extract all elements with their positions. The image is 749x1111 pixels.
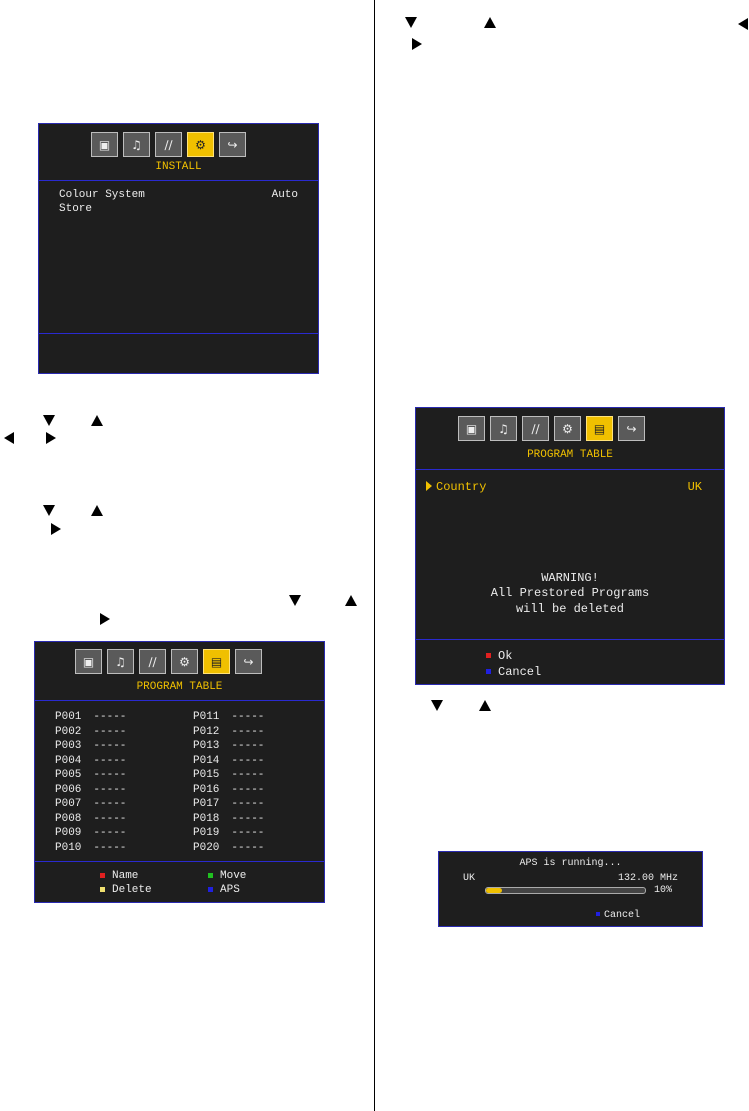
program-name: ----- [93, 740, 127, 752]
up-arrow-icon [91, 505, 103, 516]
cancel-button[interactable]: Cancel [486, 665, 541, 679]
down-arrow-icon [43, 415, 55, 426]
colour-system-label[interactable]: Colour System [59, 189, 145, 201]
program-number: P012 [193, 725, 220, 738]
progress-bar [485, 887, 646, 894]
down-arrow-icon [43, 505, 55, 516]
install-icon[interactable]: ⚙ [187, 132, 214, 157]
sound-icon[interactable]: ♫ [490, 416, 517, 441]
program-row[interactable] [55, 740, 126, 755]
program-name: ----- [231, 812, 265, 825]
program-row[interactable] [193, 726, 264, 741]
program-name: ----- [231, 711, 265, 723]
program-list-left [55, 711, 126, 856]
delete-button[interactable]: Delete [100, 884, 152, 896]
program-row[interactable] [55, 842, 126, 857]
menu-title: INSTALL [155, 161, 202, 173]
program-row[interactable] [193, 827, 264, 842]
progress-fill [486, 888, 502, 893]
program-name: ----- [93, 827, 127, 839]
progress-text: 10% [653, 885, 672, 896]
program-name: ----- [93, 798, 127, 810]
program-row[interactable] [55, 827, 126, 842]
program-row[interactable] [193, 769, 264, 784]
feature-icon[interactable]: ∕∕ [155, 132, 182, 157]
program-row[interactable] [55, 726, 126, 741]
country-item[interactable]: Country [426, 480, 486, 494]
left-arrow-icon [4, 432, 14, 444]
program-row[interactable] [55, 813, 126, 828]
program-number: P007 [55, 798, 82, 810]
blue-key-icon [596, 912, 600, 916]
program-table-icon[interactable]: ▤ [586, 416, 613, 441]
picture-icon[interactable]: ▣ [91, 132, 118, 157]
program-row[interactable] [193, 842, 264, 857]
program-name: ----- [231, 754, 265, 767]
program-number: P008 [55, 812, 82, 825]
divider [35, 861, 324, 862]
red-key-icon [486, 653, 491, 658]
program-name: ----- [231, 827, 265, 839]
program-list-right [193, 711, 264, 856]
red-key-icon [100, 873, 105, 878]
program-number: P011 [193, 711, 220, 723]
install-menu [38, 123, 319, 374]
divider [39, 333, 318, 334]
frequency-value: 132.00 MHz [617, 873, 678, 884]
program-name: ----- [231, 740, 265, 752]
down-arrow-icon [289, 595, 301, 606]
left-arrow-icon [738, 18, 748, 30]
program-number: P014 [193, 754, 220, 767]
country-value[interactable]: UK [687, 480, 702, 494]
program-number: P005 [55, 769, 82, 781]
green-key-icon [208, 873, 213, 878]
program-number: P003 [55, 740, 82, 752]
program-row[interactable] [55, 769, 126, 784]
program-row[interactable] [55, 755, 126, 770]
blue-key-icon [208, 887, 213, 892]
warning-title: WARNING! [541, 571, 599, 585]
warning-line-2: will be deleted [515, 602, 625, 616]
program-name: ----- [231, 725, 265, 738]
program-table-icon[interactable]: ▤ [203, 649, 230, 674]
divider [416, 469, 724, 470]
blue-key-icon [486, 669, 491, 674]
program-name: ----- [93, 754, 127, 767]
program-number: P004 [55, 754, 82, 767]
program-name: ----- [93, 812, 127, 825]
source-icon[interactable]: ↪ [618, 416, 645, 441]
feature-icon[interactable]: ∕∕ [139, 649, 166, 674]
program-number: P018 [193, 812, 220, 825]
program-number: P002 [55, 725, 82, 738]
program-number: P017 [193, 798, 220, 810]
program-number: P016 [193, 783, 220, 796]
picture-icon[interactable]: ▣ [458, 416, 485, 441]
program-name: ----- [93, 711, 127, 723]
feature-icon[interactable]: ∕∕ [522, 416, 549, 441]
source-icon[interactable]: ↪ [219, 132, 246, 157]
sound-icon[interactable]: ♫ [123, 132, 150, 157]
program-row[interactable] [193, 755, 264, 770]
program-number: P015 [193, 769, 220, 781]
yellow-key-icon [100, 887, 105, 892]
program-number: P001 [55, 711, 82, 723]
program-row[interactable] [193, 798, 264, 813]
program-name: ----- [231, 798, 265, 810]
program-name: ----- [93, 841, 127, 854]
install-icon[interactable]: ⚙ [171, 649, 198, 674]
program-number: P009 [55, 827, 82, 839]
aps-status: APS is running... [519, 858, 622, 869]
program-name: ----- [93, 769, 127, 781]
divider [39, 180, 318, 181]
install-icon[interactable]: ⚙ [554, 416, 581, 441]
menu-title: PROGRAM TABLE [527, 449, 613, 461]
column-divider [374, 0, 375, 1111]
down-arrow-icon [431, 700, 443, 711]
right-arrow-icon [51, 523, 61, 535]
program-number: P013 [193, 740, 220, 752]
up-arrow-icon [479, 700, 491, 711]
program-row[interactable] [55, 784, 126, 799]
store-item[interactable]: Store [59, 203, 93, 215]
selection-arrow-icon [426, 481, 432, 491]
cancel-button[interactable]: Cancel [596, 910, 640, 921]
country-value: UK [463, 873, 476, 884]
program-row[interactable] [193, 784, 264, 799]
program-name: ----- [231, 769, 265, 781]
colour-system-value[interactable]: Auto [271, 189, 298, 201]
program-number: P006 [55, 783, 82, 796]
picture-icon[interactable]: ▣ [75, 649, 102, 674]
ok-button[interactable]: Ok [486, 649, 512, 663]
menu-title: PROGRAM TABLE [136, 681, 223, 693]
up-arrow-icon [91, 415, 103, 426]
right-arrow-icon [100, 613, 110, 625]
program-name: ----- [231, 841, 265, 854]
divider [416, 639, 724, 640]
warning-line-1: All Prestored Programs [490, 586, 650, 600]
source-icon[interactable]: ↪ [235, 649, 262, 674]
program-number: P010 [55, 841, 82, 854]
program-number: P020 [193, 841, 220, 854]
aps-button[interactable]: APS [208, 884, 240, 896]
program-row[interactable] [193, 740, 264, 755]
program-row[interactable] [55, 711, 126, 726]
aps-progress-dialog [438, 851, 703, 927]
right-arrow-icon [46, 432, 56, 444]
right-arrow-icon [412, 38, 422, 50]
move-button[interactable]: Move [208, 870, 246, 882]
program-table-menu [34, 641, 325, 903]
program-number: P019 [193, 827, 220, 839]
up-arrow-icon [484, 17, 496, 28]
program-row[interactable] [193, 813, 264, 828]
name-button[interactable]: Name [100, 870, 138, 882]
up-arrow-icon [345, 595, 357, 606]
program-name: ----- [93, 783, 127, 796]
program-name: ----- [231, 783, 265, 796]
aps-warning-menu [415, 407, 725, 685]
program-name: ----- [93, 725, 127, 738]
sound-icon[interactable]: ♫ [107, 649, 134, 674]
down-arrow-icon [405, 17, 417, 28]
program-row[interactable] [55, 798, 126, 813]
program-row[interactable] [193, 711, 264, 726]
divider [35, 700, 324, 701]
